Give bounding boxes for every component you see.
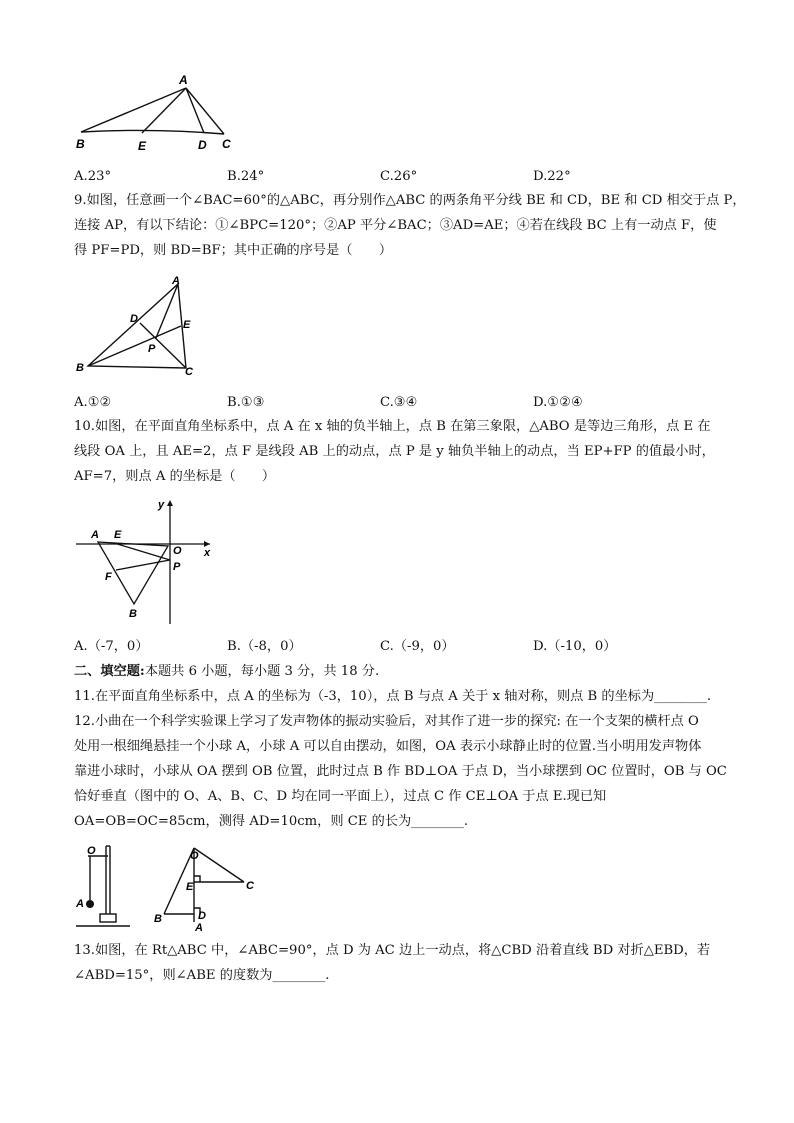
q12-f2-label-o: O: [190, 850, 199, 862]
section-heading: [74, 663, 379, 681]
q10-line-2: 线段 OA 上，且 AE=2，点 F 是线段 AB 上的动点，点 P 是 y 轴负半轴上的动点，当 EP+FP 的值最小时，: [74, 444, 715, 459]
q12-line-1: 12.小曲在一个科学实验课上学习了发声物体的振动实验后，对其作了进一步的探究: 在一个支架的横杆点 O: [74, 714, 699, 729]
q12-line-3: 靠进小球时，小球从 OA 摆到 OB 位置，此时过点 B 作 BD⊥OA 于点 D，当小球摆到 OC 位置时，OB 与 OC: [74, 764, 727, 779]
q9-option-c: C.③④: [380, 395, 418, 410]
q12-figure-stand: [74, 838, 134, 930]
q8-option-a: A.23°: [74, 169, 112, 184]
q12-line-2: 处用一根细绳悬挂一个小球 A，小球 A 可以自由摆动，如图，OA 表示小球静止时的位置.当小明用发声物体: [74, 739, 702, 754]
q9-option-a: A.①②: [74, 395, 112, 410]
q10-option-b: B.（-8，0）: [227, 639, 302, 654]
q13-line-1: 13.如图，在 Rt△ABC 中，∠ABC=90°，点 D 为 AC 边上一动点，将△CBD 沿着直线 BD 对折△EBD，若: [74, 943, 711, 958]
q12-f2-label-b: B: [154, 913, 162, 925]
q9-label-e: E: [183, 319, 191, 331]
q10-label-y: y: [158, 499, 165, 511]
q9-line-1: 9.如图，任意画一个∠BAC=60°的△ABC，再分别作△ABC 的两条角平分线 BE 和 CD，BE 和 CD 相交于点 P，: [74, 193, 746, 208]
q9-line-3: 得 PF=PD，则 BD=BF；其中正确的序号是（ ）: [74, 243, 393, 258]
q9-line-2: 连接 AP，有以下结论：①∠BPC=120°；②AP 平分∠BAC；③AD=AE；④若在线段 BC 上有一动点 F，使: [74, 218, 717, 233]
q10-figure: [74, 496, 219, 626]
section-title: 二、填空题:: [74, 664, 145, 679]
q9-label-d: D: [130, 313, 138, 325]
q9-label-c: C: [185, 366, 193, 378]
q12-f2-label-c: C: [246, 880, 254, 892]
q12-line-5: OA=OB=OC=85cm，测得 AD=10cm，则 CE 的长为________.: [74, 814, 469, 829]
q9-label-p: P: [148, 343, 156, 355]
q9-label-a: A: [172, 275, 180, 287]
q10-label-b: B: [129, 608, 137, 620]
q12-line-4: 恰好垂直（图中的 O、A、B、C、D 均在同一平面上），过点 C 作 CE⊥OA 于点 E.现已知: [74, 789, 607, 804]
q8-label-d: D: [198, 138, 207, 152]
q13-line-2: ∠ABD=15°，则∠ABE 的度数为________.: [74, 968, 330, 983]
q8-label-b: B: [76, 137, 85, 151]
q10-label-x: x: [204, 547, 211, 559]
q10-line-1: 10.如图，在平面直角坐标系中，点 A 在 x 轴的负半轴上，点 B 在第三象限，△ABO 是等边三角形，点 E 在: [74, 419, 711, 434]
q10-label-e: E: [114, 529, 122, 541]
q9-label-b: B: [76, 362, 84, 374]
q11-text: 11.在平面直角坐标系中，点 A 的坐标为（-3，10），点 B 与点 A 关于 x 轴对称，则点 B 的坐标为________.: [74, 689, 712, 704]
q9-option-b: B.①③: [227, 395, 265, 410]
q12-figure-geometry: [150, 838, 265, 933]
q8-label-a: A: [179, 73, 188, 87]
q10-label-o: O: [173, 545, 182, 557]
q10-label-p: P: [173, 561, 181, 573]
q12-f2-label-a: A: [195, 922, 203, 933]
q10-option-c: C.（-9，0）: [380, 639, 455, 654]
q8-label-e: E: [138, 139, 147, 153]
q8-figure: [74, 70, 244, 156]
q12-f2-label-d: D: [198, 910, 206, 922]
q10-option-d: D.（-10，0）: [533, 639, 617, 654]
q8-option-b: B.24°: [227, 169, 265, 184]
q8-label-c: C: [222, 137, 231, 151]
q10-line-3: AF=7，则点 A 的坐标是（ ）: [74, 469, 276, 484]
q12-f2-label-e: E: [186, 881, 194, 893]
q9-option-d: D.①②④: [533, 395, 583, 410]
q10-option-a: A.（-7，0）: [74, 639, 149, 654]
q10-label-a: A: [91, 529, 99, 541]
q12-f1-label-a: A: [76, 898, 84, 910]
section-desc: 本题共 6 小题，每小题 3 分，共 18 分.: [144, 664, 380, 679]
q12-f1-label-o: O: [87, 845, 96, 857]
q9-figure: [74, 272, 204, 382]
q8-option-d: D.22°: [533, 169, 571, 184]
q10-label-f: F: [105, 571, 112, 583]
q8-option-c: C.26°: [380, 169, 418, 184]
